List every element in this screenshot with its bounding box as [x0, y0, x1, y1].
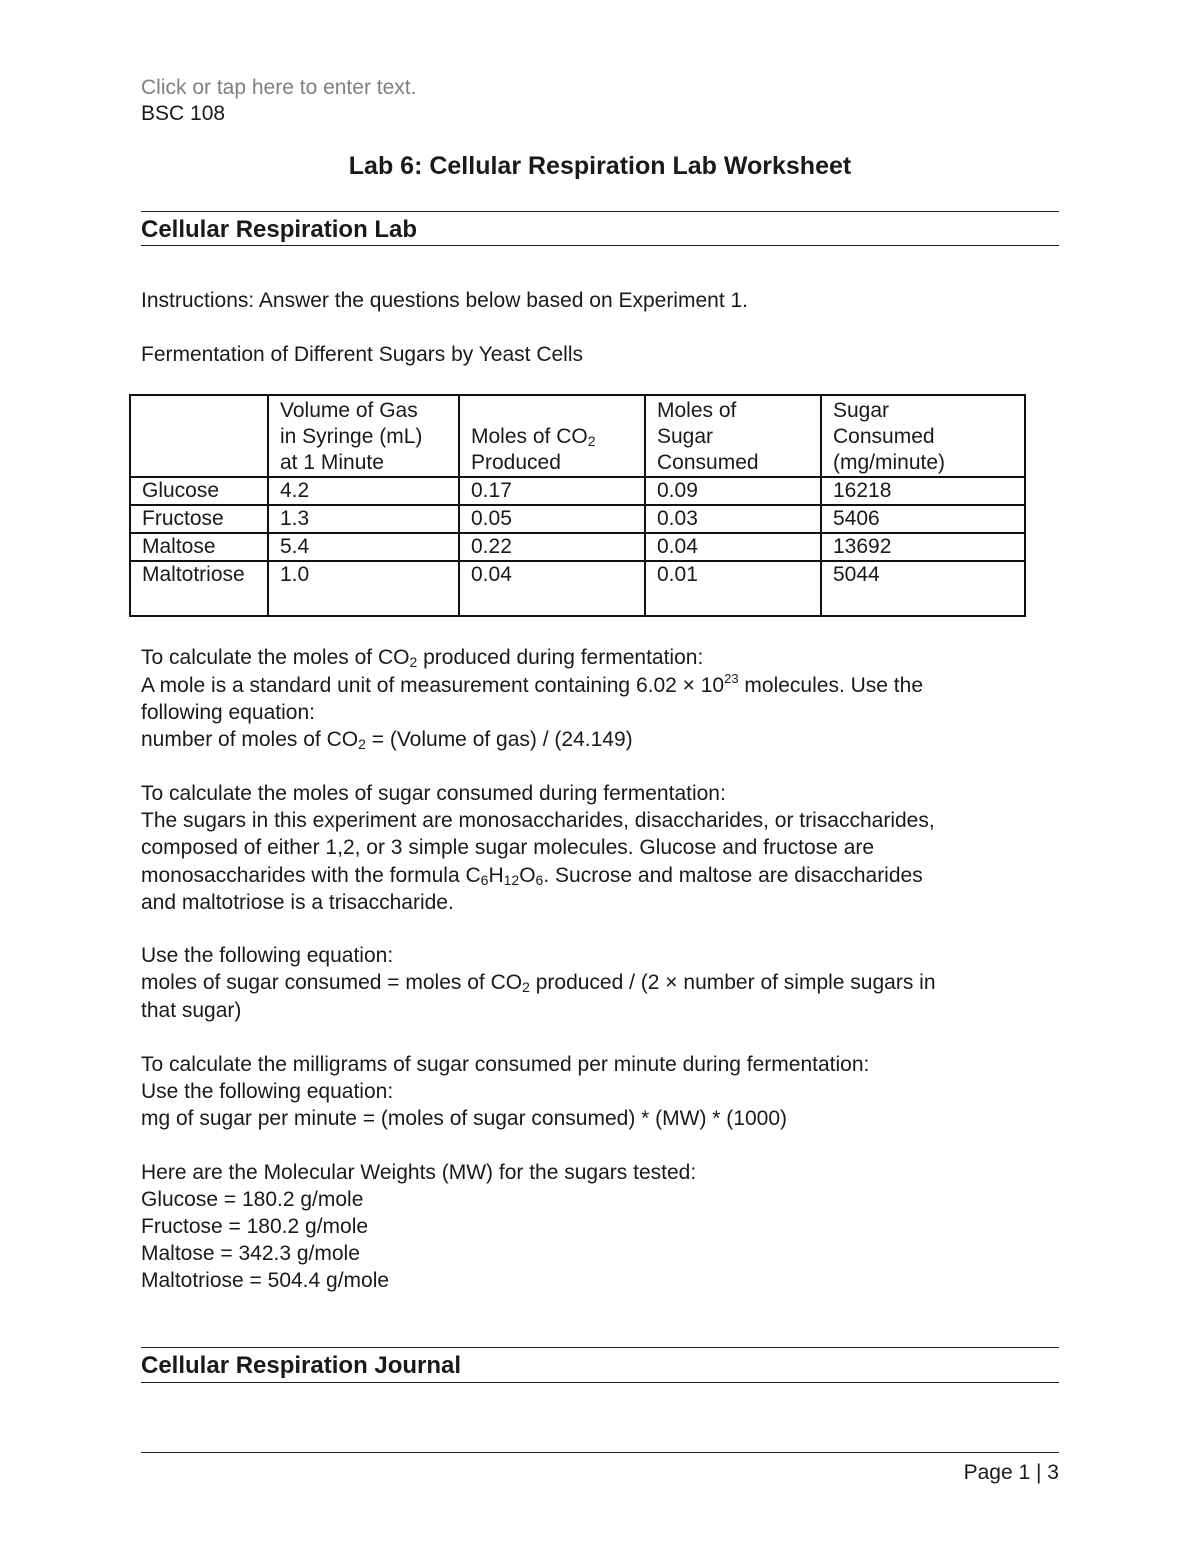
section-rule-bottom	[141, 1382, 1059, 1383]
co2-equation: number of moles of $CO_2$ = (Volume of gas) / (24.149)	[141, 728, 633, 752]
section-rule-top	[141, 1347, 1059, 1348]
section-rule-top	[141, 211, 1059, 212]
cell-moles-sugar: 0.09	[645, 477, 821, 505]
header-volume-line2: in Syringe (mL)	[280, 425, 423, 448]
table-caption: Fermentation of Different Sugars by Yeast Cells	[141, 343, 584, 366]
sugar-para-line2: composed of either 1,2, or 3 simple sugar molecules. Glucose and fructose are	[141, 836, 875, 859]
header-moles-sugar-line1: Moles of	[657, 399, 737, 422]
placeholder-text-field[interactable]: Click or tap here to enter text.	[141, 76, 417, 99]
header-volume	[268, 395, 459, 477]
header-sugar-consumed	[821, 395, 1025, 477]
header-moles-co2-line2: Produced	[471, 451, 561, 474]
cell-mg-per-minute: 5044	[821, 561, 1025, 616]
header-empty-cell	[130, 395, 268, 477]
subscript-2: 2	[587, 433, 596, 449]
mole-definition: A mole is a standard unit of measurement containing $6.02 \times 10^{23}$ molecules. Use the	[141, 671, 923, 697]
superscript-23: 23	[724, 671, 739, 686]
table-row	[130, 505, 1025, 533]
cell-sugar-name: Glucose	[130, 477, 268, 505]
sugar-para-line4: and maltotriose is a trisaccharide.	[141, 891, 454, 914]
mole-definition-line2: following equation:	[141, 701, 315, 724]
sugar-para-line3: monosaccharides with the formula $C_6H_{12}O_6$. Sucrose and maltose are disaccharides	[141, 864, 923, 888]
cell-mg-per-minute: 16218	[821, 477, 1025, 505]
cell-moles-co2: 0.17	[459, 477, 645, 505]
header-moles-sugar-line3: Consumed	[657, 451, 759, 474]
section-heading-lab: Cellular Respiration Lab	[141, 216, 418, 243]
table-row	[130, 477, 1025, 505]
header-moles-co2-text: Moles of CO	[471, 425, 588, 448]
header-sugar-consumed-line1: Sugar	[833, 399, 890, 422]
cell-moles-co2: 0.22	[459, 533, 645, 561]
cell-moles-sugar: 0.04	[645, 533, 821, 561]
cell-volume: 1.3	[268, 505, 459, 533]
footer-rule	[141, 1452, 1059, 1453]
header-volume-line1: Volume of Gas	[280, 399, 418, 422]
table-row	[130, 561, 1025, 616]
cell-moles-sugar: 0.01	[645, 561, 821, 616]
cell-moles-co2: 0.05	[459, 505, 645, 533]
cell-moles-sugar: 0.03	[645, 505, 821, 533]
mw-heading: Here are the Molecular Weights (MW) for the sugars tested:	[141, 1161, 697, 1184]
header-sugar-consumed-line3: (mg/minute)	[833, 451, 946, 474]
table-header-row	[130, 395, 1025, 477]
table-row	[130, 533, 1025, 561]
header-moles-co2	[459, 395, 645, 477]
header-sugar-consumed-line2: Consumed	[833, 425, 935, 448]
cell-mg-per-minute: 5406	[821, 505, 1025, 533]
mw-item: Maltose = 342.3 g/mole	[141, 1242, 360, 1265]
fermentation-table	[129, 394, 1026, 617]
cell-moles-co2: 0.04	[459, 561, 645, 616]
section-heading-journal: Cellular Respiration Journal	[141, 1352, 462, 1379]
mw-item: Fructose = 180.2 g/mole	[141, 1215, 369, 1238]
instructions-text: Instructions: Answer the questions below based on Experiment 1.	[141, 289, 749, 312]
cell-volume: 1.0	[268, 561, 459, 616]
header-moles-sugar	[645, 395, 821, 477]
course-code: BSC 108	[141, 102, 226, 125]
page-number: Page 1 | 3	[963, 1461, 1059, 1484]
cell-volume: 4.2	[268, 477, 459, 505]
cell-sugar-name: Fructose	[130, 505, 268, 533]
sugar-equation-line2: that sugar)	[141, 999, 242, 1022]
cell-volume: 5.4	[268, 533, 459, 561]
mw-item: Glucose = 180.2 g/mole	[141, 1188, 364, 1211]
page-title: Lab 6: Cellular Respiration Lab Worksheet	[348, 152, 852, 180]
subscript-2: 2	[522, 979, 530, 995]
sugar-para-line1: The sugars in this experiment are monosaccharides, disaccharides, or trisaccharides,	[141, 809, 935, 832]
subscript-2: 2	[409, 654, 418, 670]
mg-use-equation-label: Use the following equation:	[141, 1080, 394, 1103]
section-rule-bottom	[141, 245, 1059, 246]
header-volume-line3: at 1 Minute	[280, 451, 384, 474]
co2-heading: To calculate the moles of $CO_2$ produced during fermentation:	[141, 646, 704, 670]
cell-sugar-name: Maltotriose	[130, 561, 268, 616]
cell-mg-per-minute: 13692	[821, 533, 1025, 561]
cell-sugar-name: Maltose	[130, 533, 268, 561]
mg-equation: mg of sugar per minute = (moles of sugar consumed) * (MW) * (1000)	[141, 1107, 787, 1130]
mg-heading: To calculate the milligrams of sugar consumed per minute during fermentation:	[141, 1053, 870, 1076]
header-moles-sugar-line2: Sugar	[657, 425, 714, 448]
use-equation-label: Use the following equation:	[141, 944, 394, 967]
sugar-heading: To calculate the moles of sugar consumed during fermentation:	[141, 782, 726, 805]
subscript-2: 2	[358, 736, 366, 752]
mw-item: Maltotriose = 504.4 g/mole	[141, 1269, 390, 1292]
sugar-equation: moles of sugar consumed = moles of $CO_2$ produced / (2 × number of simple sugars in	[141, 971, 936, 995]
